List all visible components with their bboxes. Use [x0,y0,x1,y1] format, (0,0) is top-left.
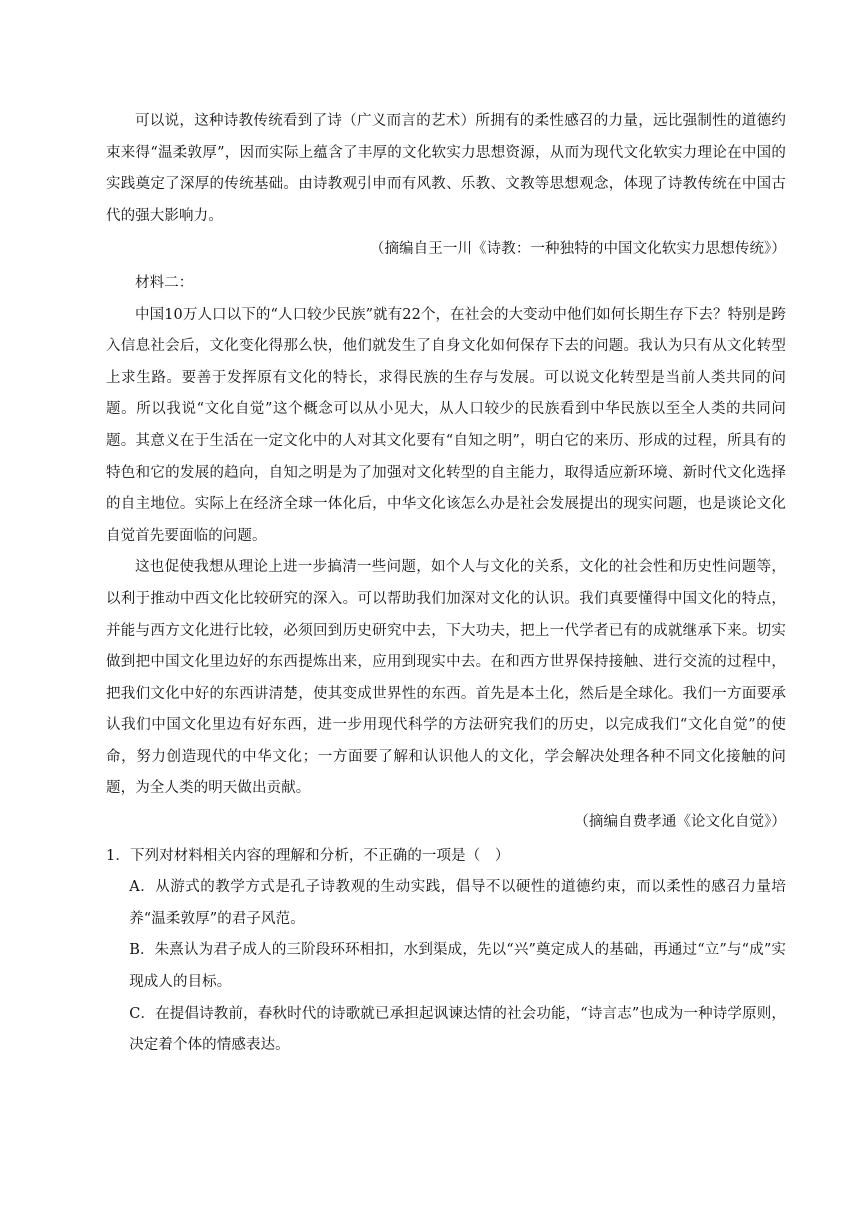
material1-source: （摘编自王一川《诗教：一种独特的中国文化软实力思想传统》） [369,241,786,258]
question-1-stem [106,841,786,873]
option-c [129,999,786,1062]
material2-label: 材料二： [135,274,194,291]
option-c-text: 在提倡诗教前，春秋时代的诗歌就已承担起讽谏达情的社会功能，“诗言志”也成为一种诗学原则，决定着个体的情感表达。 [129,1005,786,1054]
material2-paragraph-2: 这也促使我想从理论上进一步搞清一些问题，如个人与文化的关系，文化的社会性和历史性问题等，以利于推动中西文化比较研究的深入。可以帮助我们加深对文化的认识。我们真要懂得中国文化的特点，并能与西方文化进行比较，必须回到历史研究中去，下大功夫，把上一代学者已有的成就继承下来。切实做到把中国文化里边好的东西提炼出来，应用到现实中去。在和西方世界保持接触、进行交流的过程中，把我们文化中好的东西讲清楚，使其变成世界性的东西。首先是本土化，然后是全球化。我们一方面要承认我们中国文化里边有好东西，进一步用现代科学的方法研究我们的历史，以完成我们“文化自觉”的使命，努力创造现代的中华文化；一方面要了解和认识他人的文化，学会解决处理各种不同文化接触的问题，为全人类的明天做出贡献。 [106,559,786,797]
material2-source: （摘编自费孝通《论文化自觉》） [574,814,786,831]
material2-paragraph-1: 中国10万人口以下的“人口较少民族”就有22个，在社会的大变动中他们如何长期生存下去？特别是跨入信息社会后，文化变化得那么快，他们就发生了自身文化如何保存下去的问题。我认为只有从文化转型上求生路。要善于发挥原有文化的特长，求得民族的生存与发展。可以说文化转型是当前人类共同的问题。所以我说“文化自觉”这个概念可以从小见大，从人口较少的民族看到中华民族以至全人类的共同问题。其意义在于生活在一定文化中的人对其文化要有“自知之明”，明白它的来历、形成的过程，所具有的特色和它的发展的趋向，自知之明是为了加强对文化转型的自主能力，取得适应新环境、新时代文化选择的自主地位。实际上在经济全球一体化后，中华文化该怎么办是社会发展提出的现实问题，也是谈论文化自觉首先要面临的问题。 [106,306,786,544]
question-number: 1． [106,847,130,864]
option-a-text: 从游式的教学方式是孔子诗教观的生动实践，倡导不以硬性的道德约束，而以柔性的感召力量培养“温柔敦厚”的君子风范。 [129,879,786,927]
option-b-letter: B． [129,942,155,959]
option-a [129,872,786,935]
material1-paragraph: 可以说，这种诗教传统看到了诗（广义而言的艺术）所拥有的柔性感召的力量，远比强制性的道德约束来得“温柔敦厚”，因而实际上蕴含了丰厚的文化软实力思想资源，从而为现代文化软实力理论在中国的实践奠定了深厚的传统基础。由诗教观引申而有风教、乐教、文教等思想观念，体现了诗教传统在中国古代的强大影响力。 [106,113,786,224]
question-text: 下列对材料相关内容的理解和分析，不正确的一项是（ ） [129,847,510,864]
option-b-text: 朱熹认为君子成人的三阶段环环相扣，水到渠成，先以“兴”奠定成人的基础，再通过“立”与“成”实现成人的目标。 [129,942,787,991]
option-a-letter: A． [129,879,156,896]
option-c-letter: C． [129,1005,156,1022]
option-b [129,935,786,998]
document-page [106,106,786,1062]
